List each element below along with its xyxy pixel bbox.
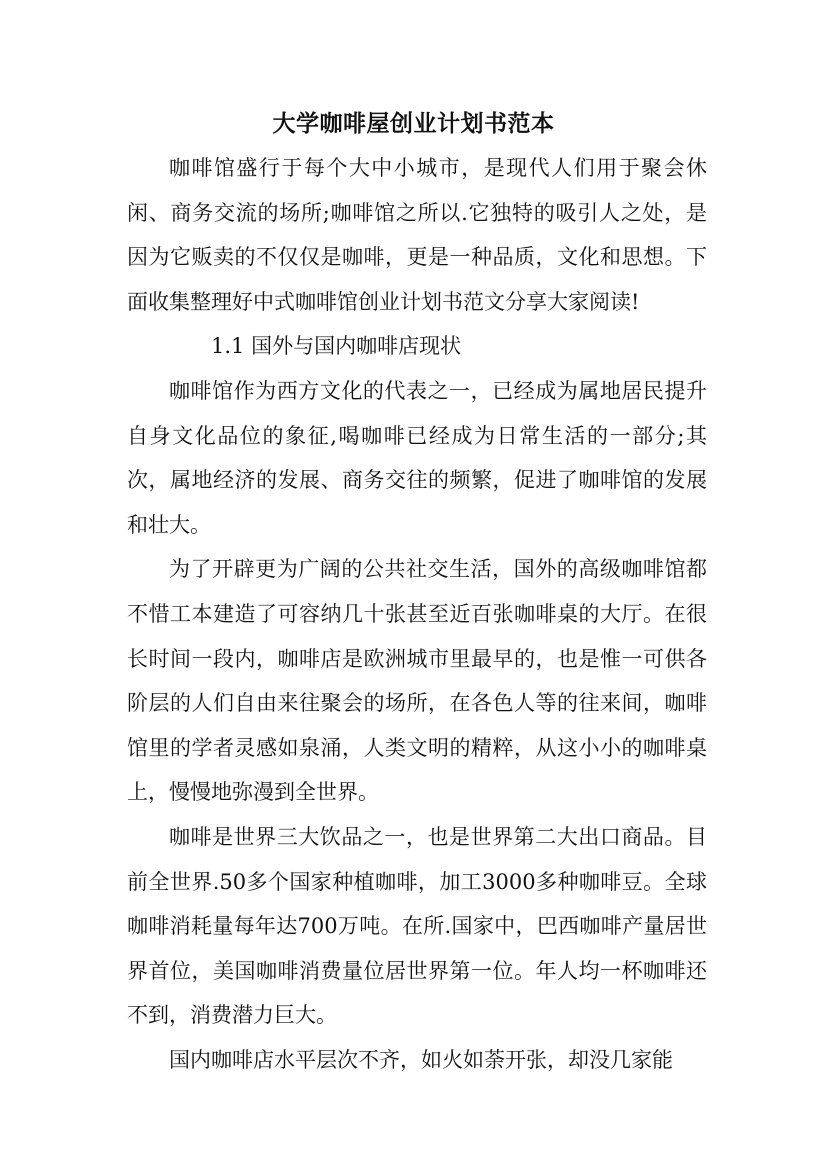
body-paragraph: 国内咖啡店水平层次不齐，如火如荼开张，却没几家能 [169,1047,673,1072]
intro-paragraph: 咖啡馆盛行于每个大中小城市，是现代人们用于聚会休闲、商务交流的场所;咖啡馆之所以.它独特的吸引人之处，是因为它贩卖的不仅仅是咖啡，更是一种品质，文化和思想。下面收集整理好中式咖啡馆创业计划书范文分享大家阅读! [127,156,707,314]
body-paragraph: 咖啡馆作为西方文化的代表之一，已经成为属地居民提升自身文化品位的象征,喝咖啡已经成为日常生活的一部分;其次，属地经济的发展、商务交往的频繁，促进了咖啡馆的发展和壮大。 [127,378,707,537]
body-paragraph: 咖啡是世界三大饮品之一，也是世界第二大出口商品。目前全世界.50多个国家种植咖啡，加工3000多种咖啡豆。全球咖啡消耗量每年达700万吨。在所.国家中，巴西咖啡产量居世界首位，美国咖啡消费量位居世界第一位。年人均一杯咖啡还不到，消费潜力巨大。 [127,824,707,1028]
section-heading: 1.1 国外与国内咖啡店现状 [211,334,462,359]
document-body [127,146,707,1082]
document-title: 大学咖啡屋创业计划书范本 [272,110,555,137]
body-paragraph: 为了开辟更为广阔的公共社交生活，国外的高级咖啡馆都不惜工本建造了可容纳几十张甚至近百张咖啡桌的大厅。在很长时间一段内，咖啡店是欧洲城市里最早的，也是惟一可供各阶层的人们自由来往聚会的场所，在各色人等的往来间，咖啡馆里的学者灵感如泉涌，人类文明的精粹，从这小小的咖啡桌上，慢慢地弥漫到全世界。 [127,557,707,805]
